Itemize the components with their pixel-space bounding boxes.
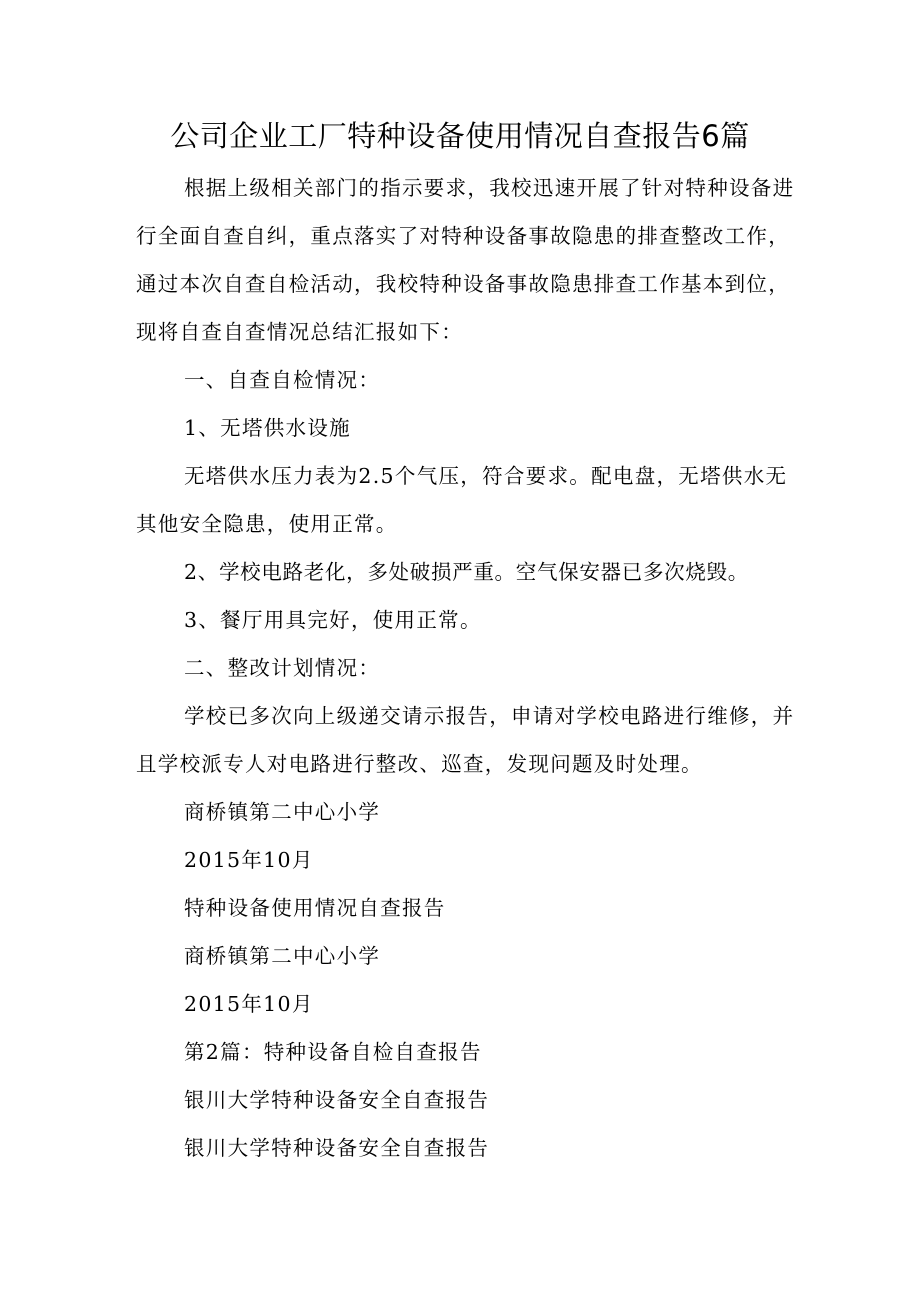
intro-paragraph: 根据上级相关部门的指示要求，我校迅速开展了针对特种设备进行全面自查自纠，重点落实了对特种设备事故隐患的排查整改工作，通过本次自查自检活动，我校特种设备事故隐患排查工作基本到位，现将自查自查情况总结汇报如下： bbox=[136, 176, 795, 344]
school-signature-1: 商桥镇第二中心小学 bbox=[184, 800, 381, 824]
document-title: 公司企业工厂特种设备使用情况自查报告6篇 bbox=[170, 119, 750, 153]
item-2-paragraph: 2、学校电路老化，多处破损严重。空气保安器已多次烧毁。 bbox=[184, 560, 749, 584]
part-2-heading: 第2篇：特种设备自检自查报告 bbox=[184, 1040, 482, 1064]
part-2-line-2: 银川大学特种设备安全自查报告 bbox=[184, 1136, 490, 1160]
report-title-line: 特种设备使用情况自查报告 bbox=[184, 896, 446, 920]
section-2-body: 学校已多次向上级递交请示报告，申请对学校电路进行维修，并且学校派专人对电路进行整改、巡查，发现问题及时处理。 bbox=[136, 704, 795, 776]
item-3-paragraph: 3、餐厅用具完好，使用正常。 bbox=[184, 608, 482, 632]
school-signature-2: 商桥镇第二中心小学 bbox=[184, 944, 381, 968]
date-2: 2015年10月 bbox=[184, 992, 314, 1016]
item-1-heading: 1、无塔供水设施 bbox=[184, 416, 351, 440]
item-1-body: 无塔供水压力表为2.5个气压，符合要求。配电盘，无塔供水无其他安全隐患，使用正常。 bbox=[136, 464, 788, 536]
section-1-heading: 一、自查自检情况： bbox=[184, 368, 381, 392]
date-1: 2015年10月 bbox=[184, 848, 314, 872]
section-2-heading: 二、整改计划情况： bbox=[184, 656, 381, 680]
part-2-line-1: 银川大学特种设备安全自查报告 bbox=[184, 1088, 490, 1112]
